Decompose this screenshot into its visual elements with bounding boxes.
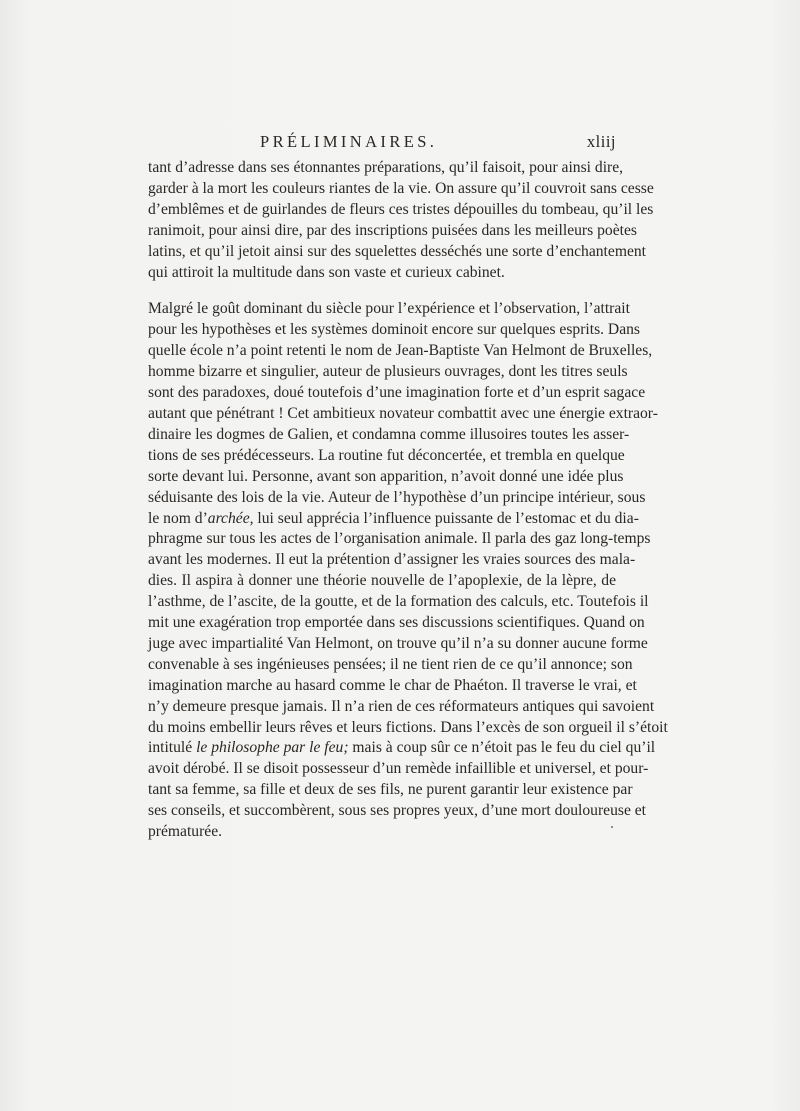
- text-line: séduisante des lois de la vie. Auteur de l’hypothèse d’un principe intérieur, sous: [148, 488, 646, 506]
- text-line: latins, et qu’il jetoit ainsi sur des squelettes desséchés une sorte d’enchantement: [148, 242, 646, 260]
- text-line: juge avec impartialité Van Helmont, on trouve qu’il n’a su donner aucune forme: [148, 634, 648, 652]
- text-line: n’y demeure presque jamais. Il n’a rien de ces réformateurs antiques qui savoient: [148, 697, 655, 715]
- text-line: qui attiroit la multitude dans son vaste et curieux cabinet.: [148, 263, 505, 281]
- text-segment: lui seul apprécia l’influence puissante de l’estomac et du dia-: [253, 509, 639, 527]
- paragraph-2: [148, 299, 668, 843]
- text-segment: le nom d’: [148, 509, 208, 527]
- text-line: ses conseils, et succombèrent, sous ses propres yeux, d’une mort douloureuse et: [148, 802, 647, 820]
- text-segment: mais à coup sûr ce n’étoit pas le feu du ciel qu’il: [348, 739, 656, 757]
- text-line: mit une exagération trop emportée dans ses discussions scientifiques. Quand on: [148, 614, 645, 632]
- text-line: l’asthme, de l’ascite, de la goutte, et de la formation des calculs, etc. Toutefois il: [148, 593, 649, 611]
- text-line: avant les modernes. Il eut la prétention d’assigner les vraies sources des mala-: [148, 551, 636, 569]
- text-line: tant d’adresse dans ses étonnantes préparations, qu’il faisoit, pour ainsi dire,: [148, 159, 624, 176]
- text-line: tions de ses prédécesseurs. La routine fut déconcertée, et trembla en quelque: [148, 446, 625, 464]
- text-line: garder à la mort les couleurs riantes de la vie. On assure qu’il couvroit sans cesse: [148, 179, 654, 197]
- text-line: dies. Il aspira à donner une théorie nouvelle de l’apoplexie, de la lèpre, de: [148, 572, 616, 590]
- body-text: [148, 158, 668, 843]
- italic-term: archée,: [207, 509, 254, 527]
- paragraph-1: [148, 158, 654, 283]
- text-line: dinaire les dogmes de Galien, et condamna comme illusoires toutes les asser-: [148, 425, 630, 443]
- text-segment: intitulé: [148, 739, 197, 757]
- text-line: Malgré le goût dominant du siècle pour l’expérience et l’observation, l’attrait: [148, 300, 630, 318]
- stray-dot-mark: [611, 826, 613, 828]
- italic-term: le philosophe par le feu;: [196, 739, 349, 757]
- text-line: phragme sur tous les actes de l’organisation animale. Il parla des gaz long-temps: [148, 530, 651, 548]
- text-line: du moins embellir leurs rêves et leurs fictions. Dans l’excès de son orgueil il s’étoit: [148, 718, 668, 736]
- text-line: prématurée.: [148, 823, 223, 841]
- text-line: ranimoit, pour ainsi dire, par des inscriptions puisées dans les meilleurs poètes: [148, 221, 637, 239]
- text-line: [148, 509, 639, 530]
- text-line: autant que pénétrant ! Cet ambitieux novateur combattit avec une énergie extraor-: [148, 404, 658, 422]
- text-line: avoit dérobé. Il se disoit possesseur d’un remède infaillible et universel, et pour-: [148, 760, 649, 778]
- text-line: sorte devant lui. Personne, avant son apparition, n’avoit donné une idée plus: [148, 467, 624, 485]
- text-line: [148, 738, 656, 759]
- text-line: homme bizarre et singulier, auteur de plusieurs ouvrages, dont les titres seuls: [148, 363, 628, 381]
- text-line: imagination marche au hasard comme le char de Phaéton. Il traverse le vrai, et: [148, 676, 637, 694]
- text-line: tant sa femme, sa fille et deux de ses fils, ne purent garantir leur existence par: [148, 781, 633, 799]
- text-line: quelle école n’a point retenti le nom de Jean-Baptiste Van Helmont de Bruxelles,: [148, 342, 653, 360]
- page-header: [148, 132, 616, 156]
- page-number: xliij: [586, 132, 616, 151]
- text-line: sont des paradoxes, doué toutefois d’une imagination forte et d’un esprit sagace: [148, 384, 646, 402]
- running-title: PRÉLIMINAIRES.: [260, 132, 438, 151]
- text-line: pour les hypothèses et les systèmes dominoit encore sur quelques esprits. Dans: [148, 321, 640, 339]
- text-line: d’emblêmes et de guirlandes de fleurs ces tristes dépouilles du tombeau, qu’il les: [148, 200, 654, 218]
- text-line: convenable à ses ingénieuses pensées; il ne tient rien de ce qu’il annonce; son: [148, 655, 633, 673]
